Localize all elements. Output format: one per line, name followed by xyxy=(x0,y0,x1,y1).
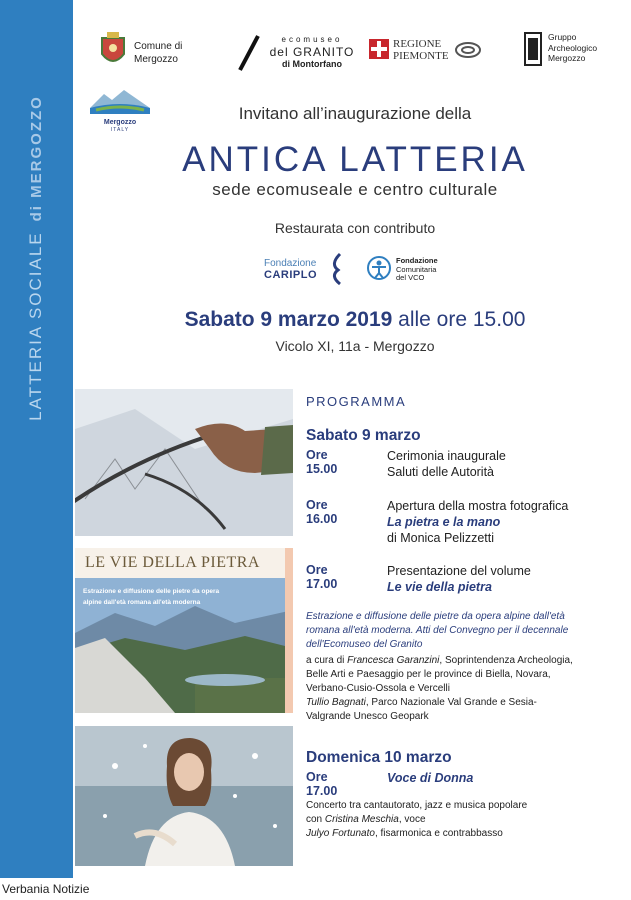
cariplo-swirl-icon xyxy=(328,252,346,286)
regione-crest-icon xyxy=(368,38,390,60)
book-curators: a cura di Francesca Garanzini, Soprintendenza Archeologia, Belle Arti e Paesaggio per le province di Biella, Novara, Verbano-Cusio-Ossola e Vercelli Tullio Bagnati, Parco Nazionale Val Grande e Sesia- Valgrande Unesco Geopark xyxy=(306,655,573,722)
invite-text: Invitano all’inaugurazione della xyxy=(238,104,472,123)
footer-credit: Verbania Notizie xyxy=(2,882,90,896)
comune-crest-icon xyxy=(98,30,128,72)
book-cover xyxy=(75,548,293,713)
restaurata-text: Restaurata con contributo xyxy=(274,220,436,236)
book-subtitle-line-2: alpine dall'età romana all'età moderna xyxy=(83,599,201,606)
programma-heading: PROGRAMMA xyxy=(306,394,407,409)
day-1-heading: Sabato 9 marzo xyxy=(306,427,421,444)
gruppo-mark-icon xyxy=(524,32,542,66)
book-title: LE VIE DELLA PIETRA xyxy=(85,554,260,571)
vco-figure-icon xyxy=(366,255,392,281)
day-2-heading: Domenica 10 marzo xyxy=(306,749,452,766)
event-date: Sabato 9 marzo 2019 alle ore 15.00 xyxy=(184,308,526,331)
ecomuseo-mark-icon xyxy=(238,34,260,74)
concert-description: Concerto tra cantautorato, jazz e musica popolare con Cristina Meschia, voce Julyo Fortunato, fisarmonica e contrabbasso xyxy=(306,800,528,839)
sidebar-band xyxy=(0,0,73,878)
event-title: ANTICA LATTERIA xyxy=(182,140,528,179)
hand-stone-photo xyxy=(75,389,293,536)
event-address: Vicolo XI, 11a - Mergozzo xyxy=(275,338,435,354)
woman-photo xyxy=(75,726,293,866)
event-subtitle: sede ecomuseale e centro culturale xyxy=(212,180,498,199)
fondazione-cariplo-logo: Fondazione CARIPLO xyxy=(264,252,354,286)
mergozzo-italy-logo: Mergozzo ITALY xyxy=(90,86,150,128)
fondazione-vco-logo: Fondazione Comunitaria del VCO xyxy=(366,252,456,286)
book-subtitle-line-1: Estrazione e diffusione delle pietre da opera xyxy=(83,588,220,595)
partner-logos: Comune di Mergozzo ecomuseo del GRANITO di Montorfano REGIONE PIEMONTE Gruppo Archeologico Mergozzo xyxy=(96,28,616,78)
sidebar-vertical-text: LATTERIA SOCIALEdi MERGOZZO xyxy=(26,95,45,421)
regione-swirl-icon xyxy=(454,40,482,60)
book-description: Estrazione e diffusione delle pietre da opera alpine dall'età romana all'età moderna. Atti del Convegno per il decennale dell'Ecomuseo del Granito xyxy=(306,611,569,650)
